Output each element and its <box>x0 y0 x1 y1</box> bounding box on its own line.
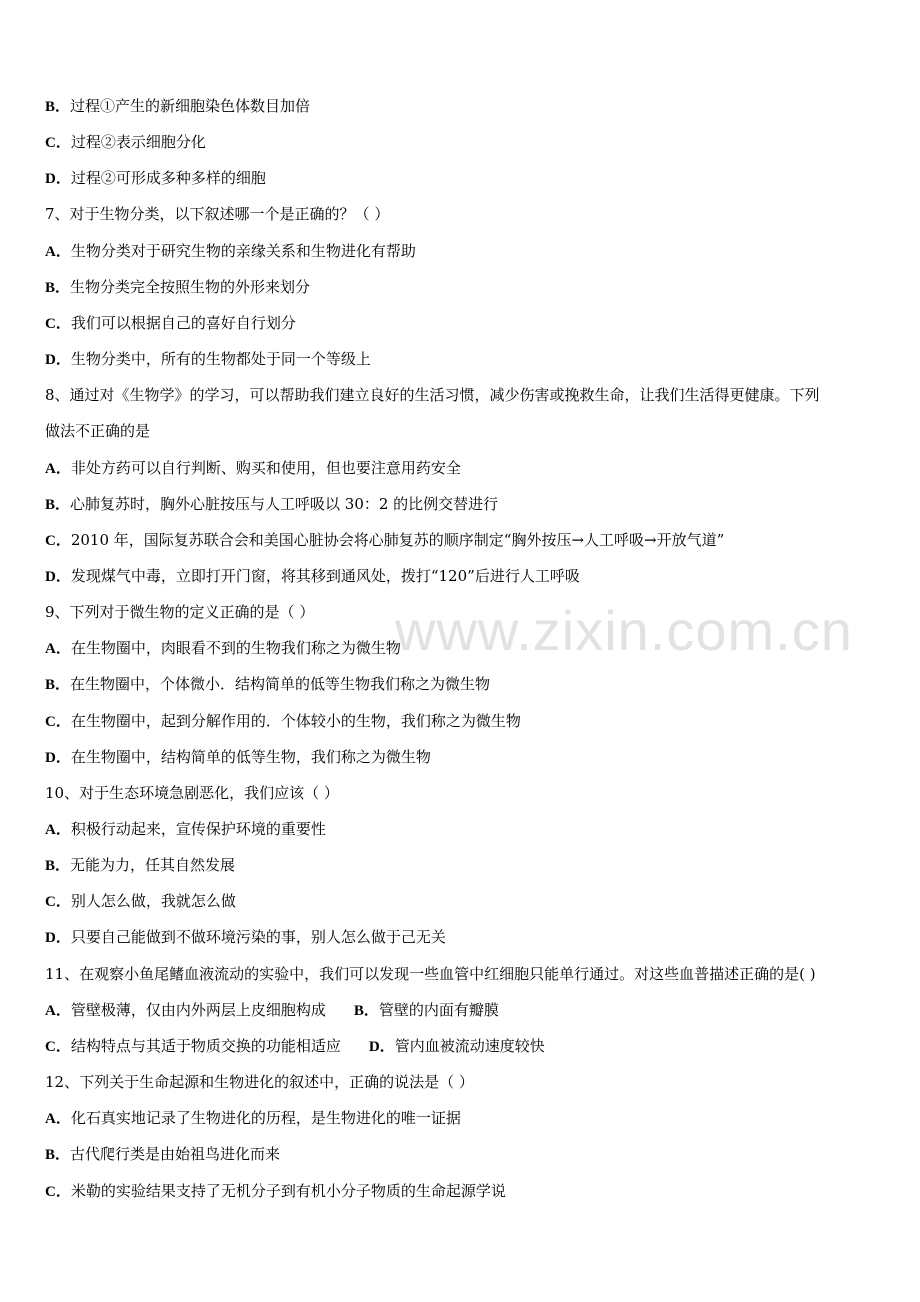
option-text: 积极行动起来，宣传保护环境的重要性 <box>70 820 326 838</box>
option-text: 化石真实地记录了生物进化的历程，是生物进化的唯一证据 <box>70 1109 461 1128</box>
option-label: A． <box>45 1111 71 1128</box>
option-label: A． <box>45 1002 71 1019</box>
answer-option-line <box>45 349 895 370</box>
question-line <box>45 1072 895 1092</box>
option-label: C． <box>45 1183 71 1200</box>
option-text: 在生物圈中，结构简单的低等生物，我们称之为微生物 <box>70 747 431 766</box>
answer-option-line <box>45 241 895 262</box>
question-line <box>45 602 895 622</box>
option-text: 在生物圈中，个体微小．结构简单的低等生物我们称之为微生物 <box>70 675 491 694</box>
option-label: B． <box>45 677 71 694</box>
answer-option-line <box>45 1181 895 1202</box>
answer-option-line <box>45 96 895 117</box>
option-text: 在生物圈中，肉眼看不到的生物我们称之为微生物 <box>70 639 401 658</box>
answer-option-line <box>45 494 895 515</box>
option-text: 2010 年，国际复苏联合会和美国心脏协会将心肺复苏的顺序制定“胸外按压→人工呼吸→开放气道” <box>70 530 725 549</box>
option-label: D． <box>368 1038 395 1055</box>
option-text: 别人怎么做，我就怎么做 <box>70 892 236 911</box>
option-text: 我们可以根据自己的喜好自行划分 <box>70 313 296 332</box>
watermark: www.zixin.com.cn <box>395 599 853 662</box>
answer-option-line <box>45 566 895 587</box>
option-text: 管壁极薄，仅由内外两层上皮细胞构成 <box>70 1000 326 1019</box>
answer-option-line <box>45 1036 895 1057</box>
answer-option-line <box>45 891 895 912</box>
question-line <box>45 385 895 405</box>
option-text: 发现煤气中毒，立即打开门窗，将其移到通风处，拨打“120”后进行人工呼吸 <box>70 566 580 585</box>
answer-option-line <box>45 711 895 732</box>
answer-option-line <box>45 747 895 768</box>
option-text: 结构特点与其适于物质交换的功能相适应 <box>70 1036 341 1055</box>
answer-option-line <box>45 855 895 876</box>
answer-option-line <box>45 1108 895 1129</box>
option-text: 过程②表示细胞分化 <box>70 133 206 152</box>
question-text: 9、下列对于微生物的定义正确的是（ ） <box>45 603 315 622</box>
option-label: D． <box>45 568 71 585</box>
option-text: 在生物圈中，起到分解作用的．个体较小的生物，我们称之为微生物 <box>70 711 521 730</box>
option-label: D． <box>45 930 71 947</box>
option-text: 管壁的内面有瓣膜 <box>378 1000 499 1019</box>
answer-option-line <box>45 1144 895 1165</box>
option-text: 生物分类完全按照生物的外形来划分 <box>70 277 311 296</box>
option-text: 管内血被流动速度较快 <box>394 1036 545 1055</box>
answer-option-line <box>45 168 895 189</box>
option-label: C． <box>45 1038 71 1055</box>
option-label: A． <box>45 641 71 658</box>
answer-option-line <box>45 927 895 948</box>
option-label: B． <box>45 496 71 513</box>
option-text: 只要自己能做到不做环境污染的事，别人怎么做于己无关 <box>70 928 446 947</box>
question-text: 7、对于生物分类，以下叙述哪一个是正确的？（ ） <box>45 205 390 224</box>
option-label: D． <box>45 171 71 188</box>
question-text: 12、下列关于生命起源和生物进化的叙述中，正确的说法是（ ） <box>45 1073 474 1092</box>
option-label: B． <box>353 1002 379 1019</box>
option-label: B． <box>45 858 71 875</box>
question-line <box>45 964 895 984</box>
option-label: B． <box>45 99 71 115</box>
option-label: B． <box>45 1147 71 1164</box>
option-text: 古代爬行类是由始祖鸟进化而来 <box>70 1145 281 1164</box>
option-label: C． <box>45 532 71 549</box>
option-text: 米勒的实验结果支持了无机分子到有机小分子物质的生命起源学说 <box>70 1181 506 1200</box>
option-label: C． <box>45 315 71 332</box>
answer-option-line <box>45 530 895 551</box>
question-text: 8、通过对《生物学》的学习，可以帮助我们建立良好的生活习惯，减少伤害或挽救生命，让我们生活得更健康。下列 <box>45 386 820 405</box>
option-text: 过程①产生的新细胞染色体数目加倍 <box>70 97 311 115</box>
answer-option-line <box>45 674 895 695</box>
answer-option-line <box>45 1000 895 1021</box>
question-text: 做法不正确的是 <box>45 422 151 441</box>
answer-option-line <box>45 458 895 479</box>
option-label: B． <box>45 279 71 296</box>
option-text: 过程②可形成多种多样的细胞 <box>70 169 266 188</box>
answer-option-line <box>45 313 895 334</box>
option-text: 非处方药可以自行判断、购买和使用，但也要注意用药安全 <box>70 458 461 477</box>
question-line <box>45 204 895 224</box>
answer-option-line <box>45 819 895 840</box>
question-text: 10、对于生态环境急剧恶化，我们应该（ ） <box>45 783 339 802</box>
option-text: 生物分类中，所有的生物都处于同一个等级上 <box>70 350 371 369</box>
option-label: D． <box>45 352 71 369</box>
option-label: A． <box>45 822 71 838</box>
option-label: C． <box>45 135 71 152</box>
question-line <box>45 783 895 803</box>
answer-option-line <box>45 277 895 298</box>
option-label: A． <box>45 460 71 477</box>
question-line <box>45 421 895 441</box>
option-label: A． <box>45 243 71 260</box>
option-label: C． <box>45 713 71 730</box>
option-text: 心肺复苏时，胸外心脏按压与人工呼吸以 30：2 的比例交替进行 <box>70 494 499 513</box>
question-text: 11、在观察小鱼尾鳍血液流动的实验中，我们可以发现一些血管中红细胞只能单行通过。对这些血普描述正确的是( ) <box>45 964 816 983</box>
answer-option-line <box>45 132 895 153</box>
option-label: C． <box>45 894 71 911</box>
option-text: 生物分类对于研究生物的亲缘关系和生物进化有帮助 <box>70 241 416 260</box>
option-text: 无能为力，任其自然发展 <box>70 856 236 875</box>
answer-option-line <box>45 638 895 659</box>
option-label: D． <box>45 749 71 766</box>
